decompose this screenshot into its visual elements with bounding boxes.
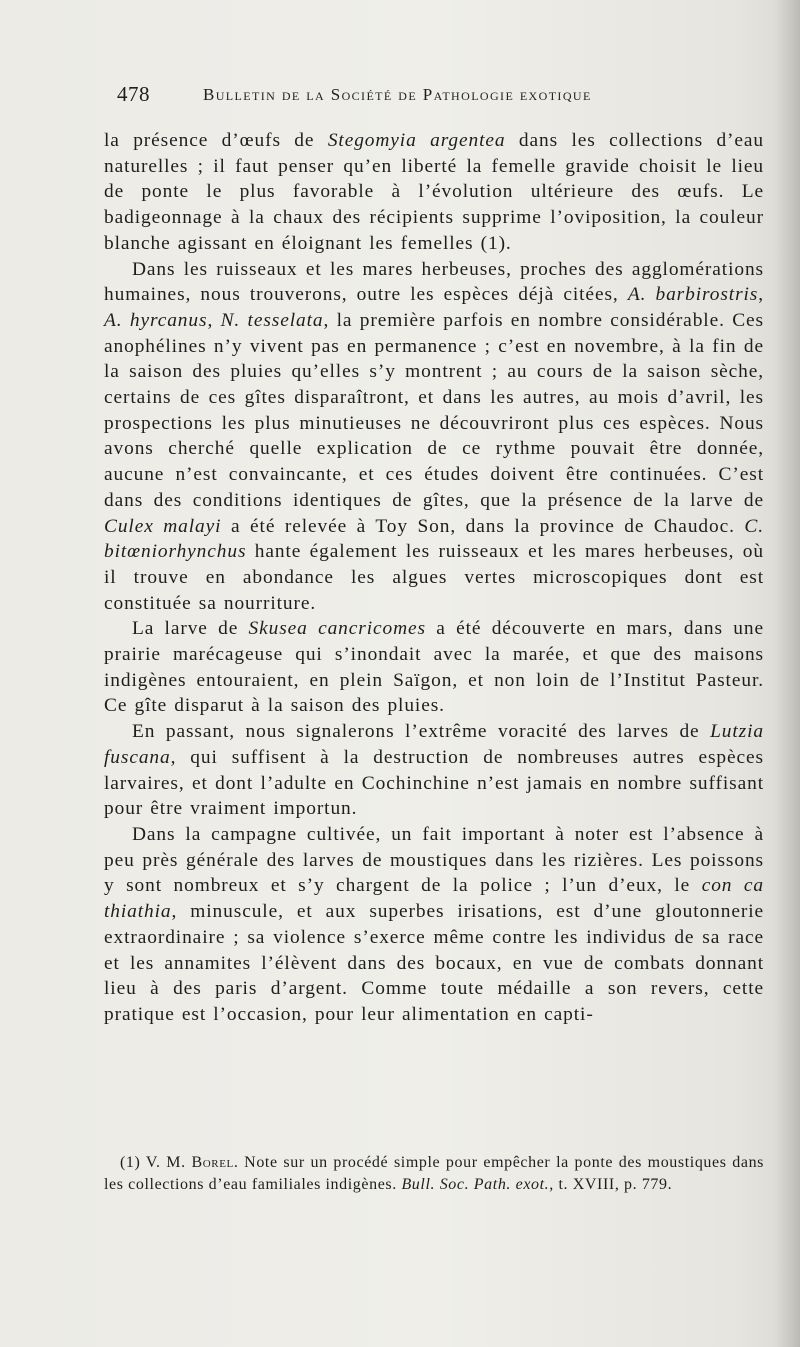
page-number: 478 bbox=[117, 82, 150, 106]
paragraph bbox=[104, 257, 764, 617]
text-run: a été découverte en mars, dans une prairie marécageuse qui s’inondait avec la marée, et que des maisons indigènes entouraient, en plein Saïgon, et non loin de l’Institut Pasteur. Ce gîte disparut à la saison des pluies. bbox=[104, 618, 764, 717]
text-run: La larve de bbox=[132, 618, 249, 640]
italic-text: Skusea cancricomes bbox=[248, 618, 426, 640]
text-run: , bbox=[207, 309, 221, 331]
italic-text: C. bitœniorhynchus bbox=[104, 515, 764, 563]
running-title: Bulletin de la Société de Pathologie exotique bbox=[203, 85, 592, 104]
italic-text: Culex malayi bbox=[104, 515, 222, 537]
italic-text: Stegomyia argentea bbox=[327, 130, 506, 151]
text-run: , la première parfois en nombre considérable. Ces anophélines n’y vivent pas en permanence ; c’est en novembre, à la fin de la saison des pluies qu’elles s’y montrent ; au cours de la saison sèche, certains de ces gîtes disparaîtront, et dans les autres, au mois d’avril, les prospections les plus minutieuses ne découvriront plus ces espèces. Nous avons cherché quelle explication de ce rythme pouvait être donnée, aucune n’est convaincante, et ces études doivent être continuées. C’est dans des conditions identiques de gîtes, que la présence de la larve de bbox=[104, 309, 764, 511]
italic-text: A. hyrcanus bbox=[104, 309, 208, 331]
text-run: (1) V. M. bbox=[120, 1154, 192, 1171]
text-run: Dans la campagne cultivée, un fait important à noter est l’absence à peu près générale des larves de moustiques dans les rizières. Les poissons y sont nombreux et s’y chargent de la police ; l’un d’eux, le bbox=[104, 823, 764, 897]
text-run: , t. XVIII, p. 779. bbox=[549, 1175, 673, 1193]
text-run: hante également les ruisseaux et les mares herbeuses, où il trouve en abondance les algues vertes microscopiques dont est constituée sa nourriture. bbox=[104, 541, 764, 614]
page-header bbox=[117, 82, 673, 114]
text-run: , minuscule, et aux superbes irisations, est d’une gloutonnerie extraordinaire ; sa violence s’exerce même contre les individus de sa race et les annamites l’élèvent dans des bocaux, en vue de combats donnant lieu à des paris d’argent. Comme toute médaille a son revers, cette pratique est l’occasion, pour leur alimentation en capti- bbox=[104, 901, 764, 1025]
paragraph bbox=[104, 128, 764, 257]
text-run: Dans les ruisseaux et les mares herbeuses, proches des agglomérations humaines, nous trouverons, outre les espèces déjà citées, bbox=[104, 258, 764, 306]
paragraph bbox=[104, 719, 764, 822]
small-caps-text: Borel bbox=[191, 1154, 234, 1171]
italic-text: con ca thiathia bbox=[104, 875, 764, 923]
text-run: dans les collections d’eau naturelles ; il faut penser qu’en liberté la femelle gravide choisit le lieu de ponte le plus favorable à l’évolution ultérieure des œufs. Le badigeonnage à la chaux des récipients supprime l’oviposition, la couleur blanche agissant en éloignant les femelles (1). bbox=[104, 130, 764, 254]
page-gutter-shadow bbox=[774, 0, 800, 1347]
text-run: la présence d’œufs de bbox=[104, 130, 328, 151]
text-run: En passant, nous signalerons l’extrême voracité des larves de bbox=[132, 721, 711, 743]
italic-text: N. tesselata bbox=[220, 309, 324, 331]
paragraph bbox=[104, 616, 764, 719]
paragraph bbox=[104, 822, 764, 1028]
text-run: . Note sur un procédé simple pour empêcher la ponte des moustiques dans les collections d’eau familiales indigènes. bbox=[104, 1154, 764, 1193]
text-run: , bbox=[758, 284, 764, 306]
text-run: a été relevée à Toy Son, dans la province de Chaudoc. bbox=[221, 515, 745, 537]
body-text bbox=[104, 128, 764, 1028]
text-run: , qui suffisent à la destruction de nombreuses autres espèces larvaires, et dont l’adulte en Cochinchine n’est jamais en nombre suffisant pour être vraiment importun. bbox=[104, 746, 764, 820]
italic-text: Bull. Soc. Path. exot. bbox=[401, 1175, 550, 1193]
italic-text: Lutzia fuscana bbox=[104, 721, 764, 768]
footnotes bbox=[104, 1152, 764, 1195]
italic-text: A. barbirostris bbox=[627, 284, 759, 306]
footnote bbox=[104, 1152, 764, 1195]
